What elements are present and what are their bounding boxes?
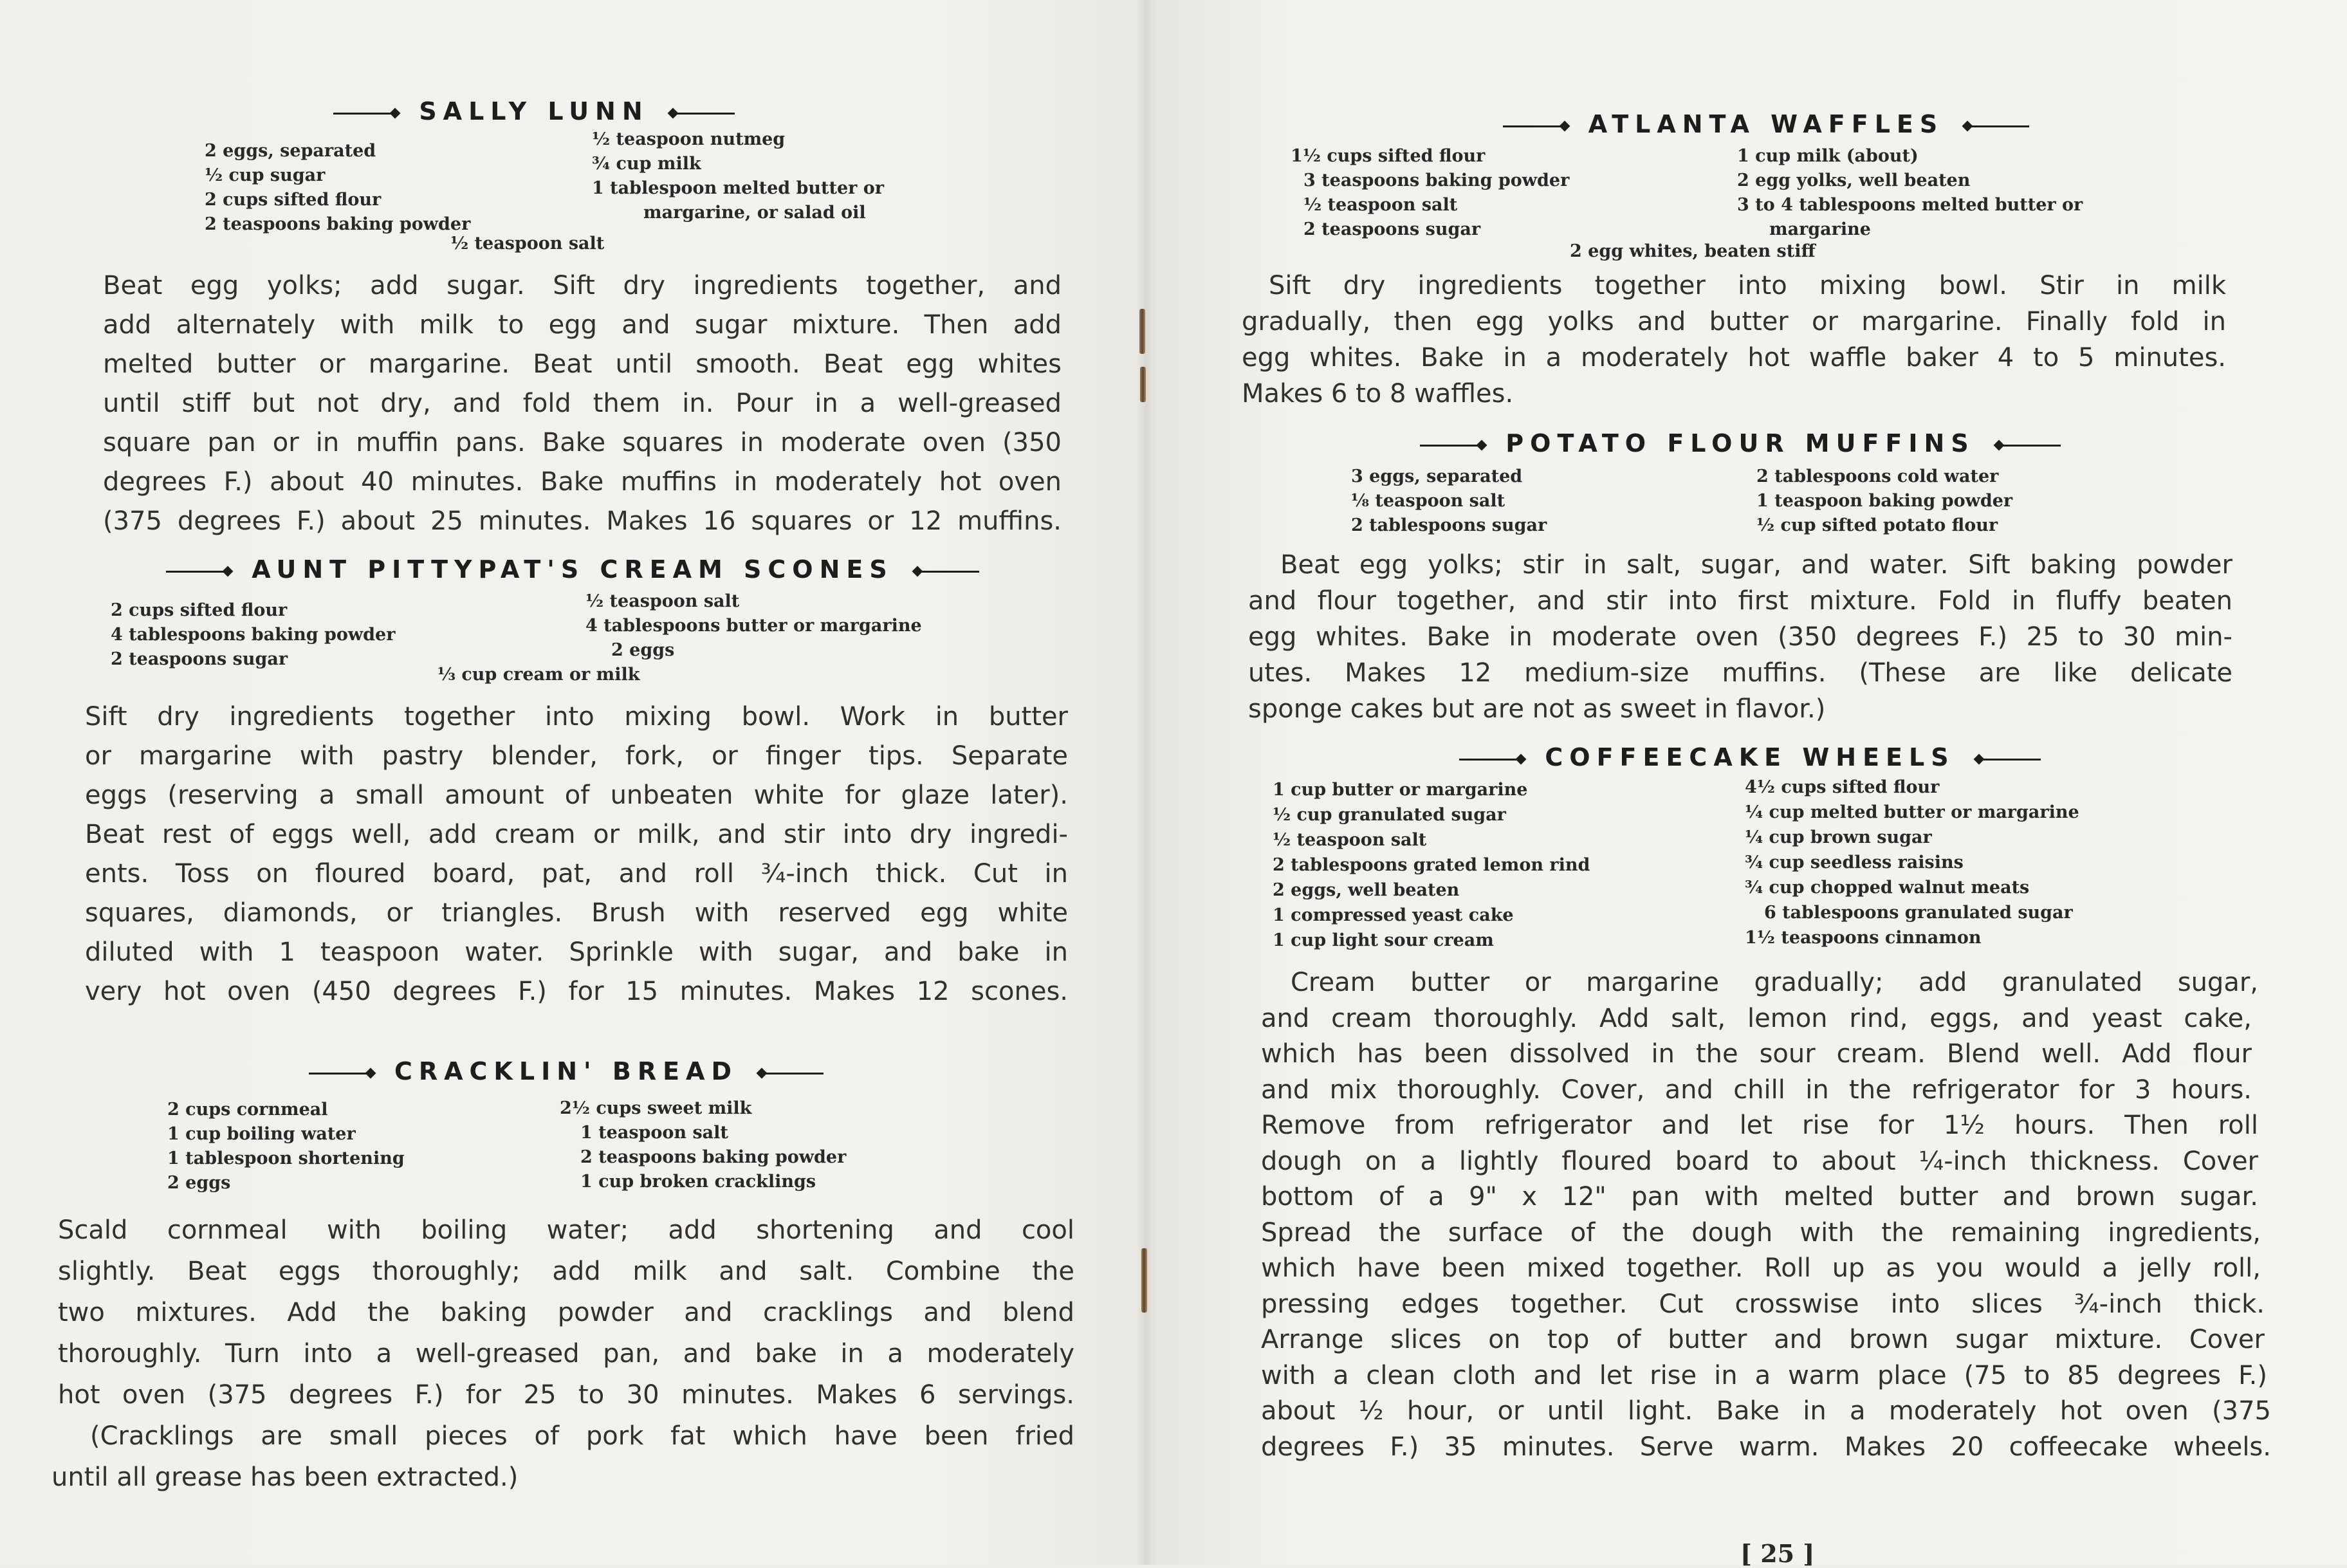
recipe-aunt-pittypats-cream-scones [77, 553, 1068, 1011]
recipe-instructions [51, 1210, 1074, 1498]
ingredients-left-column [111, 598, 395, 672]
ingredients-left-column [205, 139, 470, 237]
recipe-title [0, 95, 1068, 127]
ingredient-item: ½ cup sifted potato flour [1756, 515, 1998, 535]
ingredient-item: 3 eggs, separated [1351, 466, 1523, 486]
ingredient-item: 4 tablespoons baking powder [111, 625, 396, 645]
instruction-line: dough on a lightly floured board to about ¼-inch thickness. Cover [1261, 1146, 2258, 1176]
instruction-line: gradually, then egg yolks and butter or margarine. Finally fold in [1242, 307, 2226, 337]
ornament-right [1970, 755, 2041, 764]
recipe-potato-flour-muffins [1248, 427, 2232, 727]
ingredients-right-column [585, 589, 922, 663]
ingredient-item: 2 teaspoons sugar [111, 649, 288, 669]
ingredients-right-column [1756, 465, 2012, 538]
instruction-line: add alternately with milk to egg and sugar mixture. Then add [103, 310, 1062, 340]
instruction-line: Beat rest of eggs well, add cream or milk, and stir into dry ingredi- [85, 820, 1068, 849]
ingredients-right-column [1737, 144, 2083, 242]
ingredient-item: ½ cup granulated sugar [1273, 805, 1506, 825]
ornament-right [1958, 122, 2029, 131]
ingredient-item: ⅓ cup cream or milk [437, 665, 640, 685]
ingredients-left-column [167, 1098, 405, 1195]
note-line: (Cracklings are small pieces of pork fat which have been fried [90, 1421, 1074, 1451]
instruction-line: egg whites. Bake in a moderately hot waffle baker 4 to 5 minutes. [1242, 343, 2226, 373]
ornament-right [1990, 441, 2061, 450]
recipe-title-text: POTATO FLOUR MUFFINS [1505, 429, 1975, 457]
ingredient-item: 2 cups cornmeal [167, 1100, 328, 1120]
instruction-line: hot oven (375 degrees F.) for 25 to 30 minutes. Makes 6 servings. [58, 1380, 1074, 1410]
instruction-line: eggs (reserving a small amount of unbeaten white for glaze later). [85, 780, 1068, 810]
ingredients-list [1242, 144, 2226, 261]
ingredient-item: 2 eggs [167, 1173, 231, 1193]
ingredient-item: ¾ cup chopped walnut meats [1745, 878, 2030, 898]
instruction-line: very hot oven (450 degrees F.) for 15 minutes. Makes 12 scones. [85, 977, 1068, 1006]
instruction-line: Arrange slices on top of butter and brown sugar mixture. Cover [1261, 1325, 2265, 1354]
instruction-line: Cream butter or margarine gradually; add granulated sugar, [1291, 968, 2258, 997]
instruction-line: egg whites. Bake in moderate oven (350 degrees F.) 25 to 30 min- [1248, 622, 2232, 652]
instruction-line: Remove from refrigerator and let rise for 1½ hours. Then roll [1261, 1111, 2258, 1140]
ornament-left [309, 1069, 380, 1078]
ingredients-left-column [1291, 144, 1569, 242]
ingredient-item: 2 egg yolks, well beaten [1737, 171, 1971, 190]
ingredient-item: 1 cup boiling water [167, 1124, 356, 1144]
instruction-line: Scald cornmeal with boiling water; add shortening and cool [58, 1215, 1074, 1245]
recipe-title-text: AUNT PITTYPAT'S CREAM SCONES [252, 555, 894, 584]
recipe-title [1306, 108, 2226, 140]
instruction-line: sponge cakes but are not as sweet in flavor.) [1248, 694, 1826, 724]
ingredient-item: 1 teaspoon baking powder [1756, 491, 2013, 511]
ingredients-right-column [592, 127, 884, 225]
ingredient-item: margarine, or salad oil [643, 203, 866, 223]
instruction-line: bottom of a 9" x 12" pan with melted butter and brown sugar. [1261, 1182, 2258, 1212]
ingredient-item: 2 cups sifted flour [111, 600, 288, 620]
instruction-line: (375 degrees F.) about 25 minutes. Makes 16 squares or 12 muffins. [103, 506, 1062, 536]
ingredient-item: 2 teaspoons baking powder [205, 214, 471, 234]
ingredients-list [97, 129, 1068, 255]
ingredients-list [1255, 777, 2297, 957]
ingredient-item: 2 cups sifted flour [205, 190, 382, 210]
instruction-line: which have been mixed together. Roll up as you would a jelly roll, [1261, 1253, 2261, 1283]
recipe-title-text: CRACKLIN' BREAD [394, 1057, 739, 1085]
recipe-cracklin-bread [51, 1055, 1074, 1498]
instruction-line: or margarine with pastry blender, fork, or finger tips. Separate [85, 741, 1068, 771]
recipe-sally-lunn [97, 95, 1068, 541]
ingredient-item: ½ teaspoon salt [1303, 195, 1458, 215]
staple-bottom [1141, 1248, 1147, 1313]
recipe-instructions [1248, 547, 2232, 727]
instruction-line: ents. Toss on floured board, pat, and roll ¾-inch thick. Cut in [85, 859, 1068, 889]
ingredient-item: 2½ cups sweet milk [560, 1098, 752, 1118]
note-line: until all grease has been extracted.) [51, 1462, 519, 1492]
ingredient-item: 2 teaspoons sugar [1303, 219, 1481, 239]
instruction-line: until stiff but not dry, and fold them in. Pour in a well-greased [103, 389, 1062, 418]
ingredient-item: 3 to 4 tablespoons melted butter or [1737, 195, 2083, 215]
ingredient-item: 1 cup milk (about) [1737, 146, 1919, 166]
ingredient-item: 1 cup butter or margarine [1273, 780, 1528, 800]
ingredient-item: 2 teaspoons baking powder [580, 1147, 847, 1167]
recipe-title-text: COFFEECAKE WHEELS [1545, 743, 1955, 771]
instruction-line: square pan or in muffin pans. Bake squares in moderate oven (350 [103, 428, 1062, 457]
instruction-line: Beat egg yolks; stir in salt, sugar, and water. Sift baking powder [1280, 550, 2232, 580]
ingredient-item: 2 egg whites, beaten stiff [1570, 241, 1816, 261]
instruction-line: with a clean cloth and let rise in a warm place (75 to 85 degrees F.) [1261, 1360, 2267, 1390]
ingredient-item: ½ teaspoon salt [1273, 830, 1427, 850]
ingredients-list [58, 1098, 1074, 1201]
instruction-line: squares, diamonds, or triangles. Brush with reserved egg white [85, 898, 1068, 928]
ingredient-item: ¾ cup milk [592, 154, 701, 174]
ingredient-item: 1½ cups sifted flour [1291, 146, 1486, 166]
ornament-left [166, 567, 237, 576]
ingredients-left-column [1273, 777, 1590, 953]
ingredients-right-column [1745, 775, 2079, 950]
instruction-line: degrees F.) about 40 minutes. Bake muffins in moderately hot oven [103, 467, 1062, 497]
instruction-line: diluted with 1 teaspoon water. Sprinkle with sugar, and bake in [85, 937, 1068, 967]
ingredient-item: 4 tablespoons butter or margarine [585, 616, 922, 636]
instruction-line: Makes 6 to 8 waffles. [1242, 379, 1514, 409]
recipe-title [77, 553, 1068, 586]
instruction-line: melted butter or margarine. Beat until smooth. Beat egg whites [103, 349, 1062, 379]
ingredients-left-column [1351, 465, 1547, 538]
recipe-title [1248, 427, 2232, 459]
ingredient-item: 1 compressed yeast cake [1273, 905, 1514, 925]
recipe-title-text: ATLANTA WAFFLES [1588, 110, 1944, 138]
instruction-line: thoroughly. Turn into a well-greased pan, and bake in a moderately [58, 1339, 1074, 1369]
ingredient-item: 2 tablespoons sugar [1351, 515, 1547, 535]
instruction-line: which has been dissolved in the sour cream. Blend well. Add flour [1261, 1039, 2252, 1069]
instruction-line: Beat egg yolks; add sugar. Sift dry ingredients together, and [103, 271, 1062, 300]
recipe-coffeecake-wheels [1255, 741, 2297, 1465]
ornament-left [1459, 755, 1530, 764]
ingredient-item: 4½ cups sifted flour [1745, 777, 1940, 797]
book-spine [1136, 0, 1155, 1565]
ornament-right [753, 1069, 824, 1078]
instruction-line: utes. Makes 12 medium-size muffins. (These are like delicate [1248, 658, 2232, 688]
ingredient-item: 2 tablespoons cold water [1756, 466, 1999, 486]
instruction-line: Sift dry ingredients together into mixing bowl. Work in butter [85, 702, 1068, 732]
ingredient-item: 1 cup broken cracklings [580, 1172, 816, 1192]
ingredient-item: 2 eggs, separated [205, 141, 376, 161]
ingredient-item: margarine [1769, 219, 1871, 239]
ingredient-item: 2 eggs [611, 640, 675, 660]
instruction-line: and flour together, and stir into first mixture. Fold in fluffy beaten [1248, 586, 2232, 616]
ornament-right [908, 567, 979, 576]
instruction-line: slightly. Beat eggs thoroughly; add milk and salt. Combine the [58, 1257, 1074, 1286]
ornament-left [1503, 122, 1574, 131]
page-number: [ 25 ] [1740, 1539, 1815, 1568]
instruction-line: and cream thoroughly. Add salt, lemon rind, eggs, and yeast cake, [1261, 1003, 2252, 1033]
ornament-left [333, 109, 404, 118]
ingredients-right-column [560, 1096, 846, 1194]
ingredients-list [77, 591, 1068, 691]
ingredient-item: 1 cup light sour cream [1273, 930, 1494, 950]
ingredient-item: ¼ cup brown sugar [1745, 827, 1932, 847]
recipe-title [58, 1055, 1074, 1087]
ingredient-item: 1 teaspoon salt [580, 1123, 728, 1143]
ornament-left [1420, 441, 1491, 450]
ingredient-item: 2 eggs, well beaten [1273, 880, 1460, 900]
staple-mid [1140, 367, 1146, 402]
recipe-atlanta-waffles [1242, 108, 2226, 412]
ingredient-item: ½ teaspoon salt [450, 234, 605, 254]
ingredients-list [1248, 465, 2232, 544]
instruction-line: Sift dry ingredients together into mixing bowl. Stir in milk [1269, 271, 2226, 300]
ingredient-item: 1 tablespoon shortening [167, 1148, 405, 1168]
ingredient-item: 2 tablespoons grated lemon rind [1273, 855, 1590, 875]
ornament-right [664, 109, 735, 118]
staple-top [1139, 309, 1145, 354]
recipe-instructions [97, 266, 1068, 541]
ingredient-item: 1½ teaspoons cinnamon [1745, 928, 1982, 948]
instruction-line: Spread the surface of the dough with the remaining ingredients, [1261, 1217, 2261, 1248]
ingredient-item: ½ teaspoon nutmeg [592, 129, 786, 149]
ingredient-item: ½ teaspoon salt [585, 591, 740, 611]
instruction-line: pressing edges together. Cut crosswise into slices ¾-inch thick. [1261, 1289, 2265, 1319]
recipe-title-text: SALLY LUNN [419, 97, 649, 125]
recipe-instructions [1242, 268, 2226, 412]
ingredient-item: 3 teaspoons baking powder [1303, 171, 1570, 190]
ingredient-item: 6 tablespoons granulated sugar [1764, 903, 2073, 923]
recipe-title [1203, 741, 2297, 773]
instruction-line: two mixtures. Add the baking powder and cracklings and blend [58, 1298, 1074, 1327]
ingredient-item: 1 tablespoon melted butter or [592, 178, 885, 198]
recipe-instructions [77, 697, 1068, 1011]
recipe-instructions [1255, 965, 2297, 1465]
ingredient-item: ½ cup sugar [205, 165, 326, 185]
ingredient-item: ¾ cup seedless raisins [1745, 853, 1964, 872]
instruction-line: and mix thoroughly. Cover, and chill in the refrigerator for 3 hours. [1261, 1075, 2252, 1105]
instruction-line: degrees F.) 35 minutes. Serve warm. Makes 20 coffeecake wheels. [1261, 1432, 2271, 1462]
ingredient-item: ¼ cup melted butter or margarine [1745, 802, 2079, 822]
instruction-line: about ½ hour, or until light. Bake in a moderately hot oven (375 [1261, 1396, 2271, 1426]
ingredient-item: ⅛ teaspoon salt [1351, 491, 1505, 511]
